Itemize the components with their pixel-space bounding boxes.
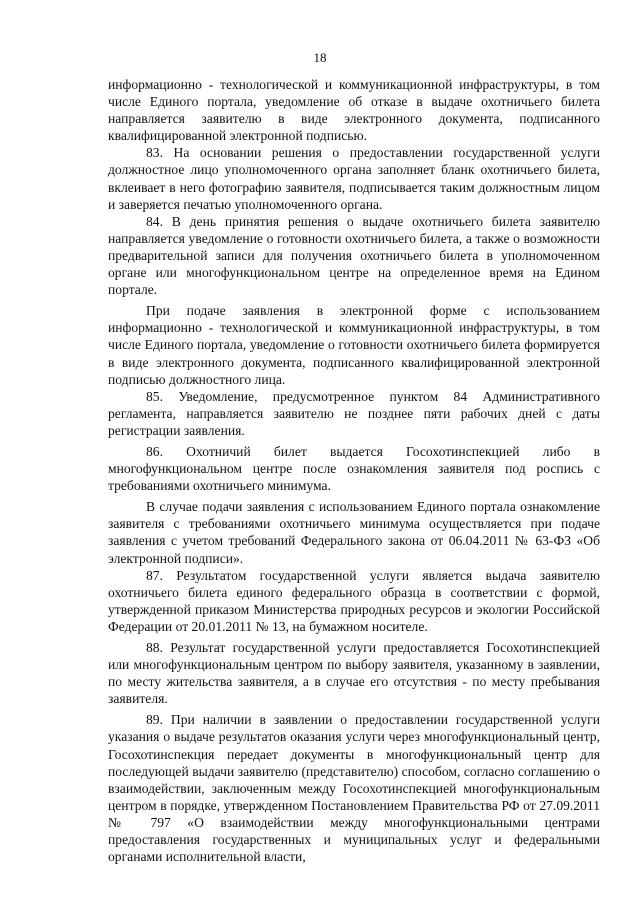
- paragraph-86: 86. Охотничий билет выдается Госохотинспекцией либо в многофункциональном центре после ознакомления заявителя под роспись с требованиями охотничьего минимума.: [108, 443, 600, 494]
- paragraph-84-electronic: При подаче заявления в электронной форме с использованием информационно - технологической и коммуникационной инфраструктуры, в том числе Единого портала, уведомление о готовности охотничьего билета формируется в виде электронного документа, подписанного квалифицированной электронной подписью должностного лица.: [108, 303, 600, 387]
- paragraph-87: 87. Результатом государственной услуги является выдача заявителю охотничьего билета единого федерального образца в соответствии с формой, утвержденной приказом Министерства природных ресурсов и экологии Российской Федерации от 20.01.2011 № 13, на бумажном носителе.: [108, 567, 600, 634]
- paragraph-84: 84. В день принятия решения о выдаче охотничьего билета заявителю направляется уведомление о готовности охотничьего билета, а также о возможности предварительной записи для получения охотничьего билета в уполномоченном органе или многофункциональном центре на определенное время на Едином портале.: [108, 213, 600, 298]
- paragraph-89: 89. При наличии в заявлении о предоставлении государственной услуги указания о выдаче результатов оказания услуги через многофункциональный центр, Госохотинспекция передает документы в многофункциональный центр для последующей выдачи заявителю (представителю) способом, согласно соглашению о взаимодействии, заключенным между Госохотинспекцией многофункциональным центром в порядке, утвержденном Постановлением Правительства РФ от 27.09.2011 № 797 «О взаимодействии между многофункциональными центрами предоставления государственных и муниципальных услуг и федеральными органами исполнительной власти,: [108, 712, 600, 865]
- paragraph-85: 85. Уведомление, предусмотренное пунктом 84 Административного регламента, направляется заявителю не позднее пяти рабочих дней с даты регистрации заявления.: [108, 388, 600, 438]
- document-body: [108, 76, 600, 865]
- paragraph-88: 88. Результат государственной услуги предоставляется Госохотинспекцией или многофункциональным центром по выбору заявителя, указанному в заявлении, по месту жительства заявителя, а в случае его отсутствия - по месту пребывания заявителя.: [108, 640, 600, 707]
- page-number: 18: [313, 50, 327, 65]
- paragraph-86-portal: В случае подачи заявления с использованием Единого портала ознакомление заявителя с требованиями охотничьего минимума осуществляется при подаче заявления с учетом требований Федерального закона от 06.04.2011 № 63-ФЗ «Об электронной подписи».: [108, 499, 600, 566]
- paragraph-83: 83. На основании решения о предоставлении государственной услуги должностное лицо уполномоченного органа заполняет бланк охотничьего билета, вклеивает в него фотографию заявителя, подписывается таким должностным лицом и заверяется печатью уполномоченного органа.: [108, 145, 600, 212]
- paragraph-continuation: информационно - технологической и коммуникационной инфраструктуры, в том числе Единого портала, уведомление об отказе в выдаче охотничьего билета направляется заявителю в виде электронного документа, подписанного квалифицированной электронной подписью.: [108, 77, 600, 144]
